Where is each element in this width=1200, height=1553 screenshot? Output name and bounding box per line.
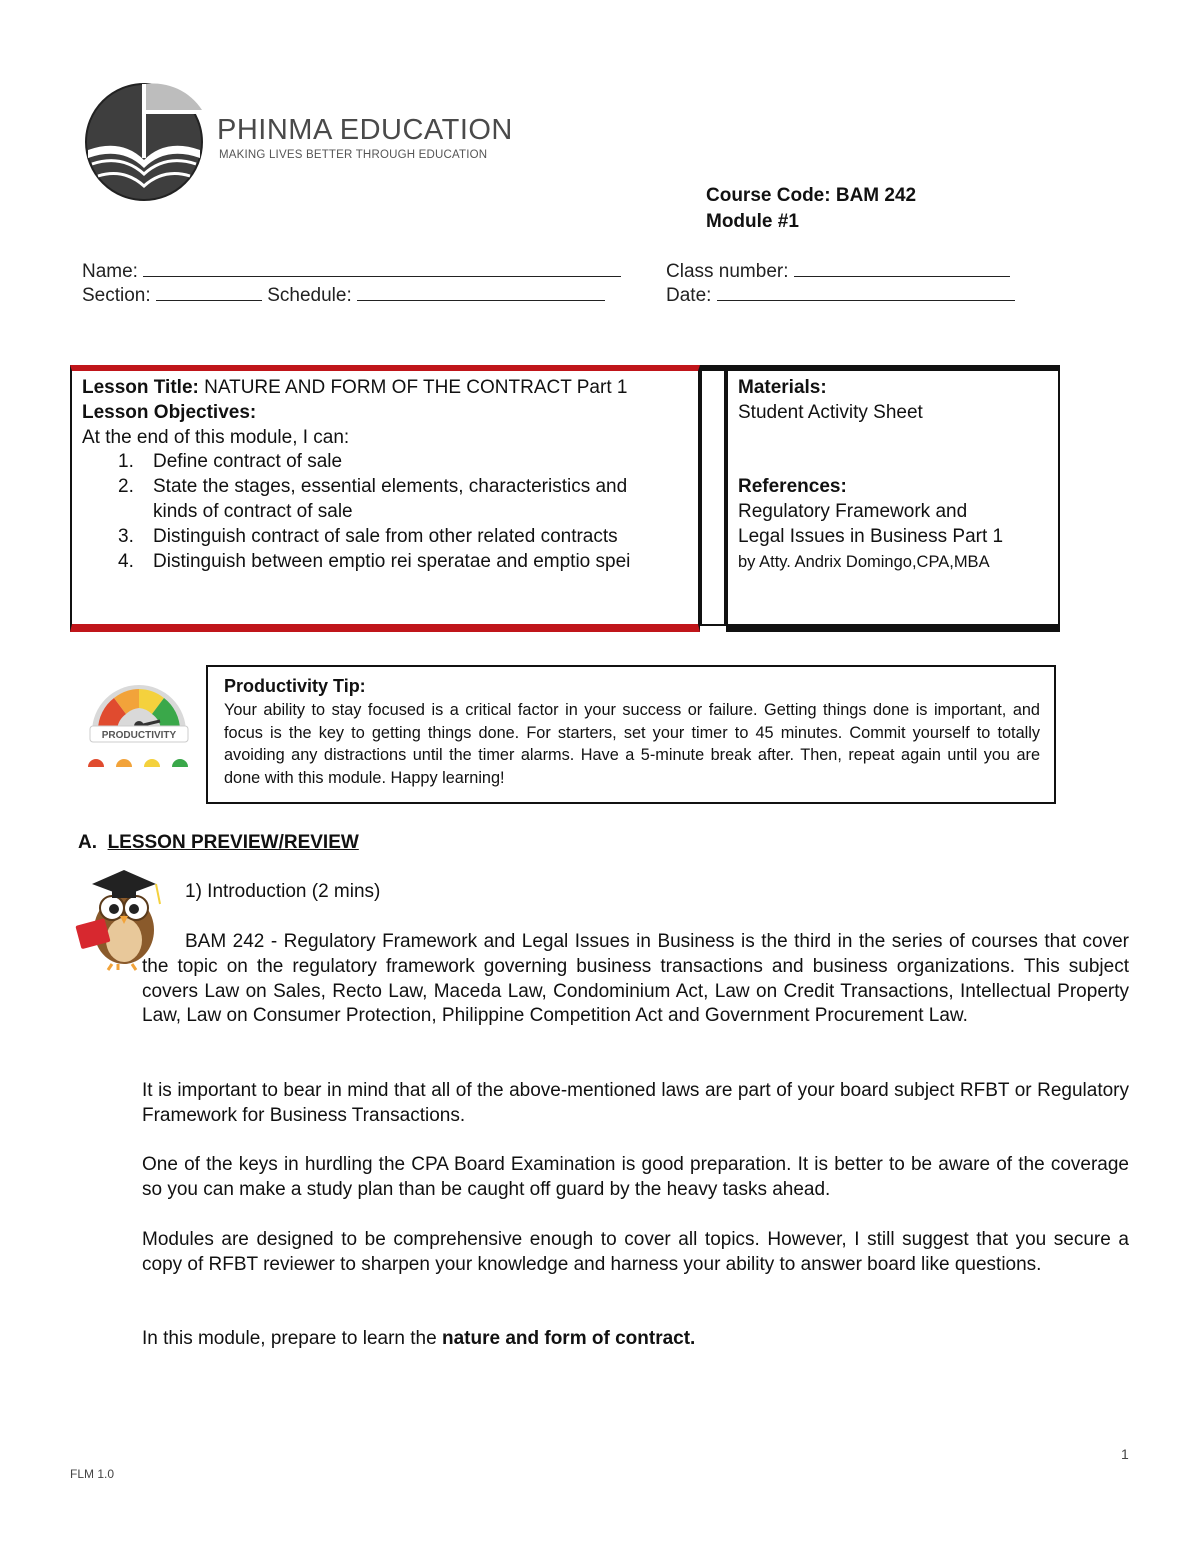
list-item: 2. State the stages, essential elements, characteristics and kinds of contract of sale <box>118 476 628 522</box>
paragraph-5-prefix: In this module, prepare to learn the <box>142 1328 442 1349</box>
date-blank[interactable] <box>717 284 1015 301</box>
lesson-title-value: NATURE AND FORM OF THE CONTRACT Part 1 <box>204 377 628 398</box>
class-number-field[interactable] <box>666 260 1010 283</box>
course-code: Course Code: BAM 242 <box>706 185 917 206</box>
paragraph-3: One of the keys in hurdling the CPA Board Examination is good preparation. It is better to be aware of the coverage so you can make a study plan than be caught off guard by the heavy tasks ahead. <box>142 1154 1129 1200</box>
productivity-tip-box <box>206 665 1056 804</box>
paragraph-5-emphasis: nature and form of contract. <box>441 1328 696 1349</box>
materials-label: Materials: <box>738 377 827 398</box>
list-item: 1. Define contract of sale <box>118 451 343 473</box>
name-blank[interactable] <box>143 260 621 277</box>
paragraph-5 <box>142 1327 1129 1352</box>
paragraph-1: BAM 242 - Regulatory Framework and Legal Issues in Business is the third in the series of courses that cover the topic on the regulatory framework governing business transactions and business organizations. This subject covers Law on Sales, Recto Law, Maceda Law, Condominium Act, Law on Credit Transactions, Intellectual Property Law, Law on Consumer Protection, Philippine Competition Act and Government Procurement Law. <box>142 931 1129 1027</box>
references-line2: Legal Issues in Business Part 1 <box>738 525 1004 547</box>
section-heading <box>78 832 359 854</box>
tip-title: Productivity Tip: <box>224 676 366 696</box>
objectives-list <box>82 450 698 574</box>
references-line1: Regulatory Framework and <box>738 500 968 522</box>
class-number-blank[interactable] <box>794 260 1010 277</box>
phinma-logo <box>82 80 513 205</box>
lesson-info-box <box>70 365 700 632</box>
tip-text: Your ability to stay focused is a critical factor in your success or failure. Getting things done is important, and focus is the key to getting things done. For starters, set your timer to 45 minutes. Commit yourself to totally avoiding any distractions until the timer alarms. Have a 5-minute break after. Then, repeat again until you are done with this module. Happy learning! <box>224 701 1040 787</box>
paragraph-2: It is important to bear in mind that all of the above-mentioned laws are part of your board subject RFBT or Regulatory Framework for Business Transactions. <box>142 1080 1129 1126</box>
box-divider <box>700 365 726 626</box>
date-field[interactable] <box>666 284 1015 307</box>
class-number-label: Class number: <box>666 261 789 282</box>
materials-box <box>726 365 1060 632</box>
schedule-blank[interactable] <box>357 284 605 301</box>
section-label: Section: <box>82 285 151 306</box>
section-letter: A. <box>78 832 97 853</box>
productivity-badge-text: PRODUCTIVITY <box>101 730 177 741</box>
references-label: References: <box>738 476 847 498</box>
speedometer-icon <box>84 674 194 779</box>
lesson-objectives-label: Lesson Objectives: <box>82 401 257 423</box>
date-label: Date: <box>666 285 712 306</box>
lesson-title-label: Lesson Title: <box>82 377 199 398</box>
section-blank[interactable] <box>156 284 262 301</box>
org-tagline: MAKING LIVES BETTER THROUGH EDUCATION <box>219 149 488 161</box>
paragraph-4: Modules are designed to be comprehensive enough to cover all topics. However, I still suggest that you secure a copy of RFBT reviewer to sharpen your knowledge and harness your ability to answer board like questions. <box>142 1229 1129 1275</box>
org-name: PHINMA EDUCATION <box>217 114 513 146</box>
module-number: Module #1 <box>706 211 799 232</box>
name-label: Name: <box>82 261 138 282</box>
objectives-intro: At the end of this module, I can: <box>82 426 350 448</box>
materials-value: Student Activity Sheet <box>738 401 923 423</box>
section-title: LESSON PREVIEW/REVIEW <box>107 832 359 853</box>
list-item: 4. Distinguish between emptio rei speratae and emptio spei <box>118 550 631 572</box>
schedule-label: Schedule: <box>267 285 352 306</box>
references-author: by Atty. Andrix Domingo,CPA,MBA <box>738 552 990 571</box>
footer-version: FLM 1.0 <box>70 1467 115 1481</box>
productivity-gauge <box>84 674 194 779</box>
page-number: 1 <box>1121 1446 1129 1462</box>
name-field[interactable] <box>82 260 621 283</box>
phinma-emblem-icon <box>82 80 212 205</box>
section-field[interactable] <box>82 284 605 307</box>
list-item: 3. Distinguish contract of sale from other related contracts <box>118 525 618 547</box>
intro-heading: 1) Introduction (2 mins) <box>185 881 381 902</box>
lesson-title <box>82 376 698 401</box>
